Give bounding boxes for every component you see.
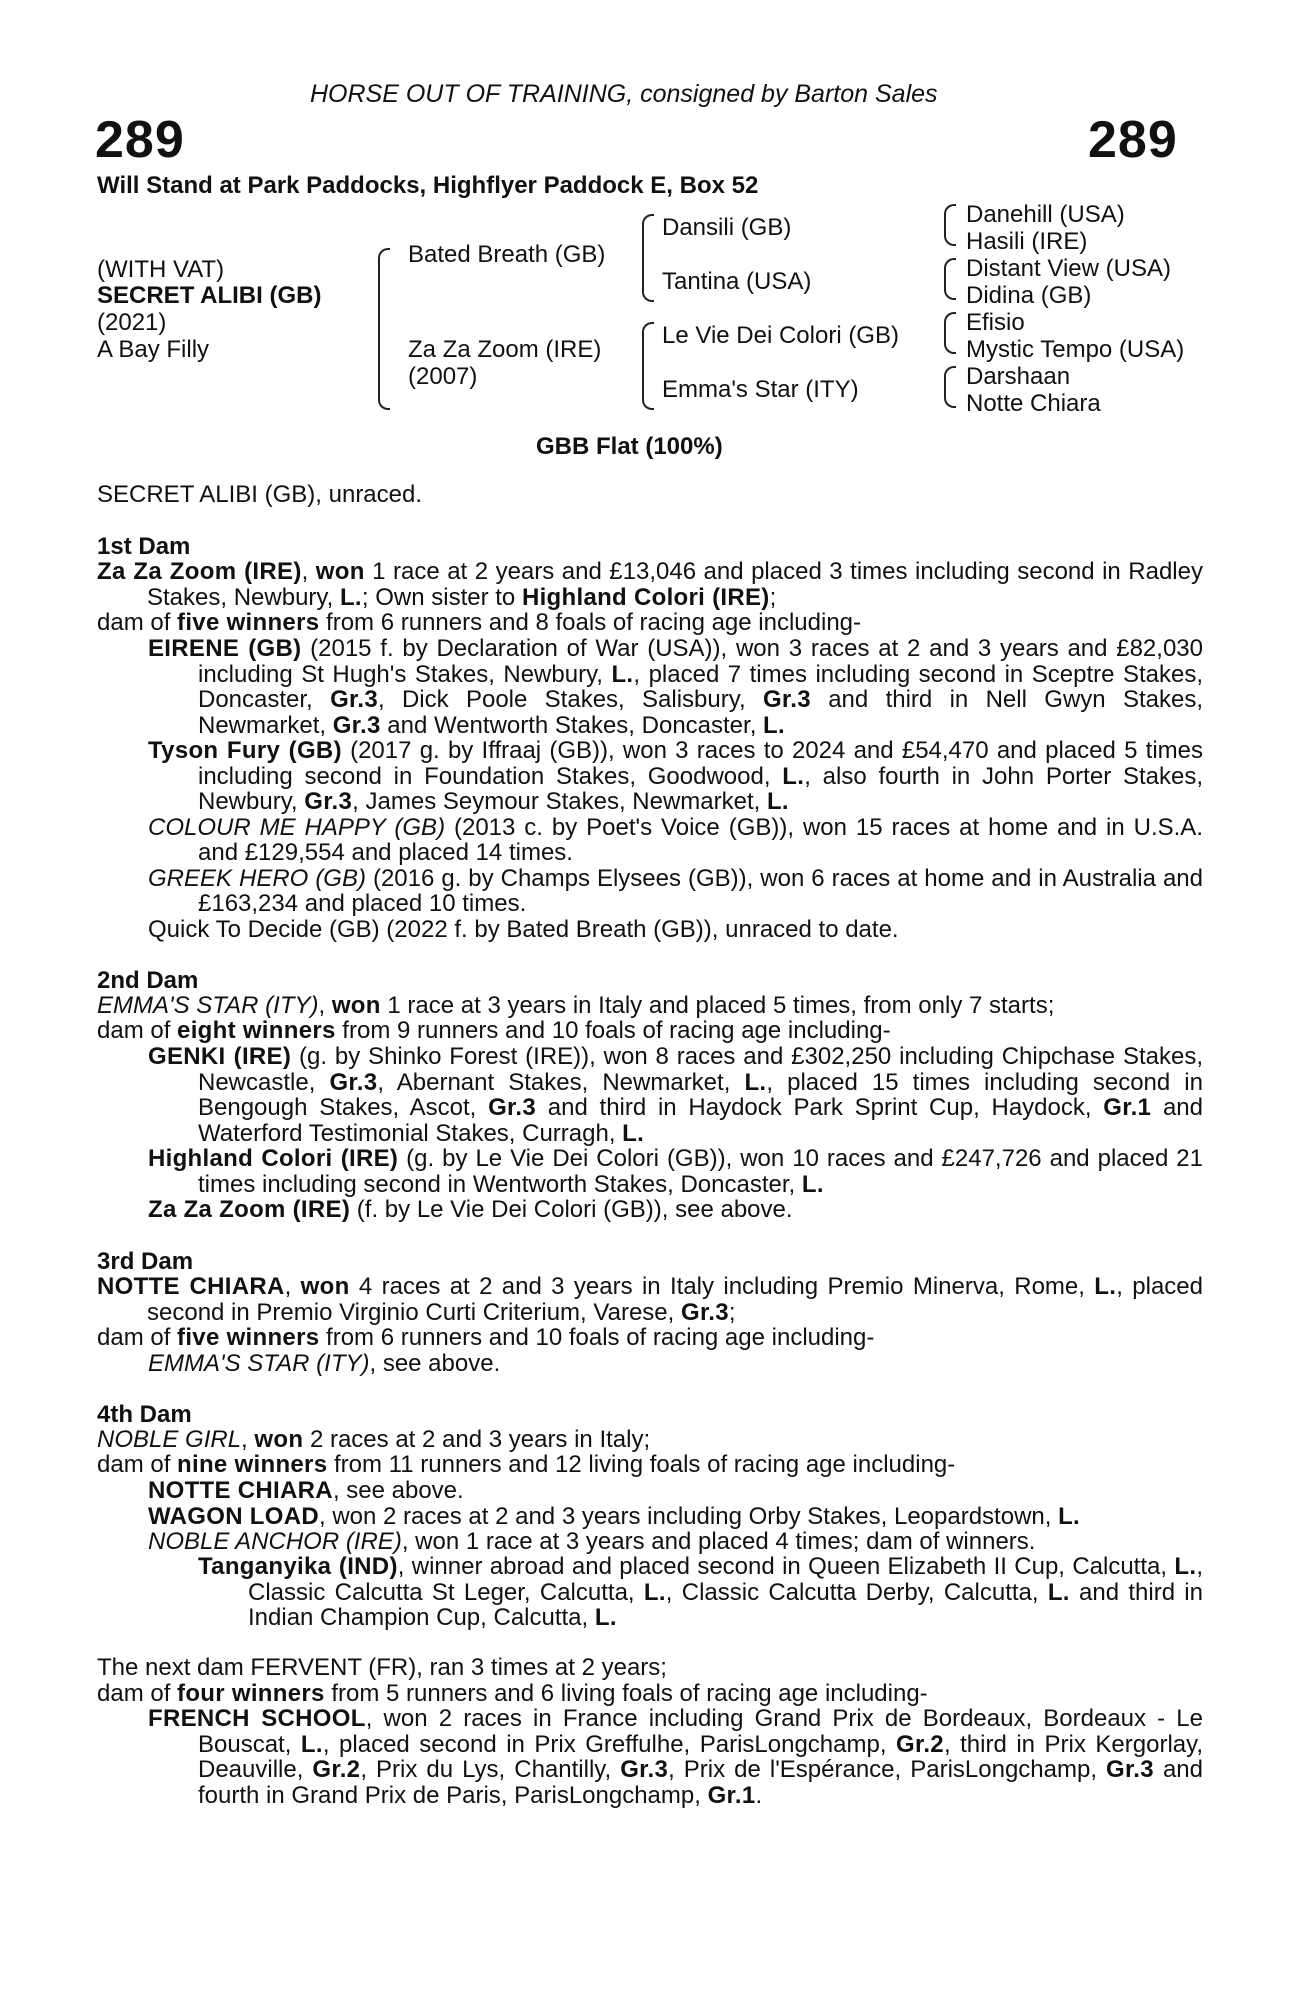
text-run: 2 races at 2 and 3 years in Italy; <box>303 1426 651 1453</box>
text-run: L. <box>594 1604 617 1631</box>
text-run: ; Own sister to <box>361 583 522 611</box>
text-run: dam of <box>97 1680 178 1707</box>
text-run: won <box>315 558 365 585</box>
text-run: L. <box>1058 1502 1081 1530</box>
second-dam-produce <box>148 1044 1203 1223</box>
text-run: , Prix de l'Espérance, ParisLongchamp, <box>668 1756 1107 1783</box>
text-run: and third in Indian Champion Cup, Calcutta, <box>248 1578 1203 1631</box>
produce-entry <box>148 917 1203 943</box>
horse-year: (2021) <box>97 309 167 336</box>
pedigree-brace <box>944 312 956 354</box>
text-run: Za Za Zoom (IRE) <box>97 558 302 585</box>
text-run: eight winners <box>177 1017 336 1044</box>
produce-entry <box>148 636 1203 738</box>
text-run: and Waterford Testimonial Stakes, Curragh, <box>198 1094 1203 1147</box>
second-dam-intro <box>97 993 1203 1019</box>
text-run: NOTTE CHIARA <box>148 1477 333 1504</box>
text-run: , also fourth in John Porter Stakes, Newbury, <box>198 762 1203 815</box>
section-title-4th-dam: 4th Dam <box>97 1401 192 1428</box>
text-run: 1 race at 3 years in Italy and placed 5 times, from only 7 starts; <box>380 992 1055 1019</box>
pedigree-brace <box>642 322 654 410</box>
next-dam-produce <box>148 1706 1203 1808</box>
first-dam-produce <box>148 636 1203 942</box>
great-grandparent: Darshaan <box>966 363 1071 390</box>
text-run: won <box>300 1273 350 1300</box>
text-run: Tyson Fury (GB) <box>148 737 342 764</box>
text-run: , see above. <box>332 1477 464 1504</box>
great-grandparent: Notte Chiara <box>966 390 1101 417</box>
gbb-rating: GBB Flat (100%) <box>536 433 723 460</box>
text-run: L. <box>801 1170 824 1198</box>
text-run: GENKI (IRE) <box>148 1043 292 1070</box>
pedigree-brace <box>944 204 956 246</box>
text-run: from 11 runners and 12 living foals of racing age including- <box>327 1451 956 1478</box>
text-run: from 9 runners and 10 foals of racing age including- <box>335 1017 891 1044</box>
produce-entry <box>148 815 1203 866</box>
text-run: from 5 runners and 6 living foals of racing age including- <box>324 1680 928 1707</box>
granddam: Emma's Star (ITY) <box>662 376 859 403</box>
text-run: , placed 7 times including second in Sceptre Stakes, Doncaster, <box>198 660 1203 713</box>
text-run: (g. by Le Vie Dei Colori (GB)), won 10 races and £247,726 and placed 21 times including second in Wentworth Stakes, Doncaster, <box>198 1145 1203 1198</box>
next-dam-intro <box>97 1655 1203 1681</box>
text-run: and fourth in Grand Prix de Paris, ParisLongchamp, <box>198 1756 1203 1809</box>
text-run: L. <box>782 762 805 790</box>
rich-text <box>97 1681 1203 1707</box>
section-title-3rd-dam: 3rd Dam <box>97 1248 194 1275</box>
text-run: (2015 f. by Declaration of War (USA)), won 3 races at 2 and 3 years and £82,030 including St Hugh's Stakes, Newbury, <box>198 635 1203 688</box>
text-run: and third in Nell Gwyn Stakes, Newmarket, <box>198 686 1203 739</box>
text-run: from 6 runners and 10 foals of racing age including- <box>319 1324 875 1351</box>
text-run: , placed 15 times including second in Bengough Stakes, Ascot, <box>198 1068 1203 1121</box>
text-run: Gr.3 <box>332 711 381 739</box>
text-run: Tanganyika (IND) <box>198 1553 398 1580</box>
great-grandparent: Hasili (IRE) <box>966 228 1088 255</box>
text-run: , placed second in Premio Virginio Curti Criterium, Varese, <box>147 1273 1203 1326</box>
text-run: dam of <box>97 1451 178 1478</box>
text-run: Gr.3 <box>680 1298 729 1326</box>
text-run: Highland Colori (IRE) <box>521 583 770 611</box>
text-run: Gr.2 <box>896 1730 944 1758</box>
stable-location: Will Stand at Park Paddocks, Highflyer Paddock E, Box 52 <box>97 172 759 199</box>
text-run: dam of <box>97 1324 178 1351</box>
text-run: , third in Prix Kergorlay, Deauville, <box>198 1730 1204 1783</box>
great-grandparent: Didina (GB) <box>966 282 1092 309</box>
text-run: , winner abroad and placed second in Queen Elizabeth II Cup, Calcutta, <box>397 1553 1175 1580</box>
text-run: from 6 runners and 8 foals of racing age including- <box>319 609 862 636</box>
text-run: L. <box>1094 1273 1117 1300</box>
text-run: 4 races at 2 and 3 years in Italy including Premio Minerva, Rome, <box>349 1273 1095 1300</box>
second-dam-damof <box>97 1018 1203 1044</box>
produce-entry <box>148 1197 1203 1223</box>
horse-description: A Bay Filly <box>97 336 210 363</box>
text-run: , James Seymour Stakes, Newmarket, <box>352 788 767 815</box>
text-run: dam of <box>97 609 178 636</box>
text-run: Gr.2 <box>312 1756 361 1783</box>
text-run: Gr.3 <box>329 1068 378 1096</box>
race-record: SECRET ALIBI (GB), unraced. <box>97 481 423 508</box>
text-run: , <box>284 1273 301 1300</box>
text-run: The next dam FERVENT (FR), ran 3 times at 2 years; <box>97 1654 667 1681</box>
third-dam-produce <box>148 1351 1203 1377</box>
great-grandparent: Efisio <box>966 309 1025 336</box>
text-run: won <box>254 1426 304 1453</box>
produce-entry <box>148 1478 1203 1504</box>
text-run: L. <box>300 1730 323 1758</box>
pedigree-brace <box>944 258 956 300</box>
text-run: L. <box>339 583 362 611</box>
produce-entry <box>198 1554 1203 1631</box>
text-run: won <box>331 992 381 1019</box>
text-run: L. <box>611 660 634 688</box>
text-run: L. <box>1047 1578 1070 1606</box>
text-run: , won 1 race at 3 years and placed 4 times; dam of winners. <box>401 1528 1036 1555</box>
rich-text <box>97 610 1203 636</box>
text-run: GREEK HERO (GB) <box>148 864 366 892</box>
first-dam-intro <box>97 559 1203 610</box>
text-run: , Classic Calcutta Derby, Calcutta, <box>665 1578 1048 1606</box>
text-run: , Dick Poole Stakes, Salisbury, <box>377 686 763 713</box>
produce-entry <box>148 866 1203 917</box>
text-run: L. <box>622 1119 645 1147</box>
rich-text <box>97 1427 1203 1453</box>
text-run: (f. by Le Vie Dei Colori (GB)), see above. <box>350 1196 793 1223</box>
text-run: , see above. <box>369 1350 501 1377</box>
produce-entry <box>148 1146 1203 1197</box>
text-run: L. <box>744 1068 767 1096</box>
text-run: , placed second in Prix Greffulhe, ParisLongchamp, <box>322 1730 897 1758</box>
pedigree-brace <box>944 366 956 408</box>
fourth-dam-damof <box>97 1452 1203 1478</box>
text-run: (2016 g. by Champs Elysees (GB)), won 6 races at home and in Australia and £163,234 and placed 10 times. <box>198 864 1204 917</box>
horse-name: SECRET ALIBI (GB) <box>97 282 322 309</box>
section-title-1st-dam: 1st Dam <box>97 533 191 560</box>
text-run: , <box>241 1426 255 1453</box>
text-run: five winners <box>177 1324 320 1351</box>
text-run: and third in Haydock Park Sprint Cup, Haydock, <box>536 1094 1104 1121</box>
text-run: Gr.3 <box>762 686 811 713</box>
produce-entry <box>148 1044 1203 1146</box>
text-run: 1 race at 2 years and £13,046 and placed 3 times including second in Radley Stakes, Newbury, <box>147 558 1203 611</box>
rich-text <box>97 559 1203 610</box>
text-run: Gr.3 <box>1106 1756 1154 1783</box>
fourth-dam-grandproduce <box>198 1554 1203 1631</box>
text-run: ; <box>728 1298 736 1326</box>
text-run: , Abernant Stakes, Newmarket, <box>377 1068 745 1096</box>
lot-number-right: 289 <box>1088 111 1178 169</box>
text-run: WAGON LOAD <box>148 1502 319 1530</box>
text-run: EMMA'S STAR (ITY) <box>148 1350 370 1377</box>
text-run: , <box>301 558 316 585</box>
text-run: , won 2 races in France including Grand Prix de Bordeaux, Bordeaux - Le Bouscat, <box>198 1705 1203 1758</box>
text-run: Gr.3 <box>620 1756 669 1783</box>
produce-entry <box>148 738 1203 815</box>
section-title-2nd-dam: 2nd Dam <box>97 967 199 994</box>
fourth-dam-produce <box>148 1478 1203 1555</box>
text-run: NOTTE CHIARA <box>97 1273 285 1300</box>
fourth-dam-intro <box>97 1427 1203 1453</box>
text-run: dam of <box>97 1017 178 1044</box>
great-grandparent: Mystic Tempo (USA) <box>966 336 1185 363</box>
granddam-sire: Le Vie Dei Colori (GB) <box>662 322 899 349</box>
produce-entry <box>148 1529 1203 1555</box>
third-dam-damof <box>97 1325 1203 1351</box>
grandsire: Dansili (GB) <box>662 214 792 241</box>
next-dam-damof <box>97 1681 1203 1707</box>
grandsire-dam: Tantina (USA) <box>662 268 812 295</box>
text-run: four winners <box>177 1680 325 1707</box>
dam: Za Za Zoom (IRE) <box>408 336 602 363</box>
text-run: . <box>755 1781 763 1809</box>
sire: Bated Breath (GB) <box>408 241 606 268</box>
text-run: Za Za Zoom (IRE) <box>148 1196 351 1223</box>
text-run: Gr.3 <box>488 1094 536 1121</box>
lot-number-left: 289 <box>95 111 185 169</box>
rich-text <box>97 1274 1203 1325</box>
text-run: EMMA'S STAR (ITY) <box>97 992 319 1019</box>
third-dam-intro <box>97 1274 1203 1325</box>
text-run: Gr.1 <box>707 1781 756 1809</box>
pedigree-brace <box>642 214 654 302</box>
text-run: Gr.3 <box>304 788 353 815</box>
text-run: and Wentworth Stakes, Doncaster, <box>380 711 764 739</box>
text-run: FRENCH SCHOOL <box>148 1705 366 1732</box>
rich-text <box>97 1452 1203 1478</box>
catalogue-subtitle: HORSE OUT OF TRAINING, consigned by Barton Sales <box>310 80 938 108</box>
text-run: (2017 g. by Iffraaj (GB)), won 3 races to 2024 and £54,470 and placed 5 times including second in Foundation Stakes, Goodwood, <box>198 737 1203 790</box>
text-run: (2013 c. by Poet's Voice (GB)), won 15 races at home and in U.S.A. and £129,554 and placed 14 times. <box>198 813 1203 866</box>
vat-note: (WITH VAT) <box>97 256 225 283</box>
text-run: , <box>318 992 332 1019</box>
text-run: ; <box>769 583 777 611</box>
pedigree-brace <box>378 248 390 410</box>
rich-text <box>97 1325 1203 1351</box>
text-run: , Prix du Lys, Chantilly, <box>360 1756 621 1783</box>
great-grandparent: Distant View (USA) <box>966 255 1171 282</box>
text-run: Highland Colori (IRE) <box>148 1145 399 1172</box>
text-run: Gr.3 <box>330 686 378 713</box>
produce-entry <box>148 1706 1203 1808</box>
text-run: L. <box>766 788 789 815</box>
text-run: , Classic Calcutta St Leger, Calcutta, <box>248 1553 1203 1606</box>
text-run: NOBLE GIRL <box>97 1426 242 1453</box>
rich-text <box>97 1018 1203 1044</box>
great-grandparent: Danehill (USA) <box>966 201 1125 228</box>
first-dam-damof <box>97 610 1203 636</box>
rich-text <box>97 993 1203 1019</box>
text-run: L. <box>1174 1553 1197 1580</box>
text-run: EIRENE (GB) <box>148 635 302 662</box>
text-run: Gr.1 <box>1103 1094 1152 1121</box>
text-run: Quick To Decide (GB) (2022 f. by Bated Breath (GB)), unraced to date. <box>148 915 899 943</box>
rich-text <box>97 1655 1203 1681</box>
produce-entry <box>148 1504 1203 1530</box>
text-run: L. <box>643 1578 666 1606</box>
text-run: nine winners <box>177 1451 328 1478</box>
text-run: L. <box>763 711 785 739</box>
produce-entry <box>148 1351 1203 1377</box>
text-run: (g. by Shinko Forest (IRE)), won 8 races and £302,250 including Chipchase Stakes, Newcastle, <box>198 1043 1203 1096</box>
dam-year: (2007) <box>408 363 478 390</box>
text-run: five winners <box>177 609 320 636</box>
text-run: COLOUR ME HAPPY (GB) <box>148 813 446 841</box>
text-run: , won 2 races at 2 and 3 years including Orby Stakes, Leopardstown, <box>319 1502 1059 1530</box>
text-run: NOBLE ANCHOR (IRE) <box>148 1528 402 1555</box>
